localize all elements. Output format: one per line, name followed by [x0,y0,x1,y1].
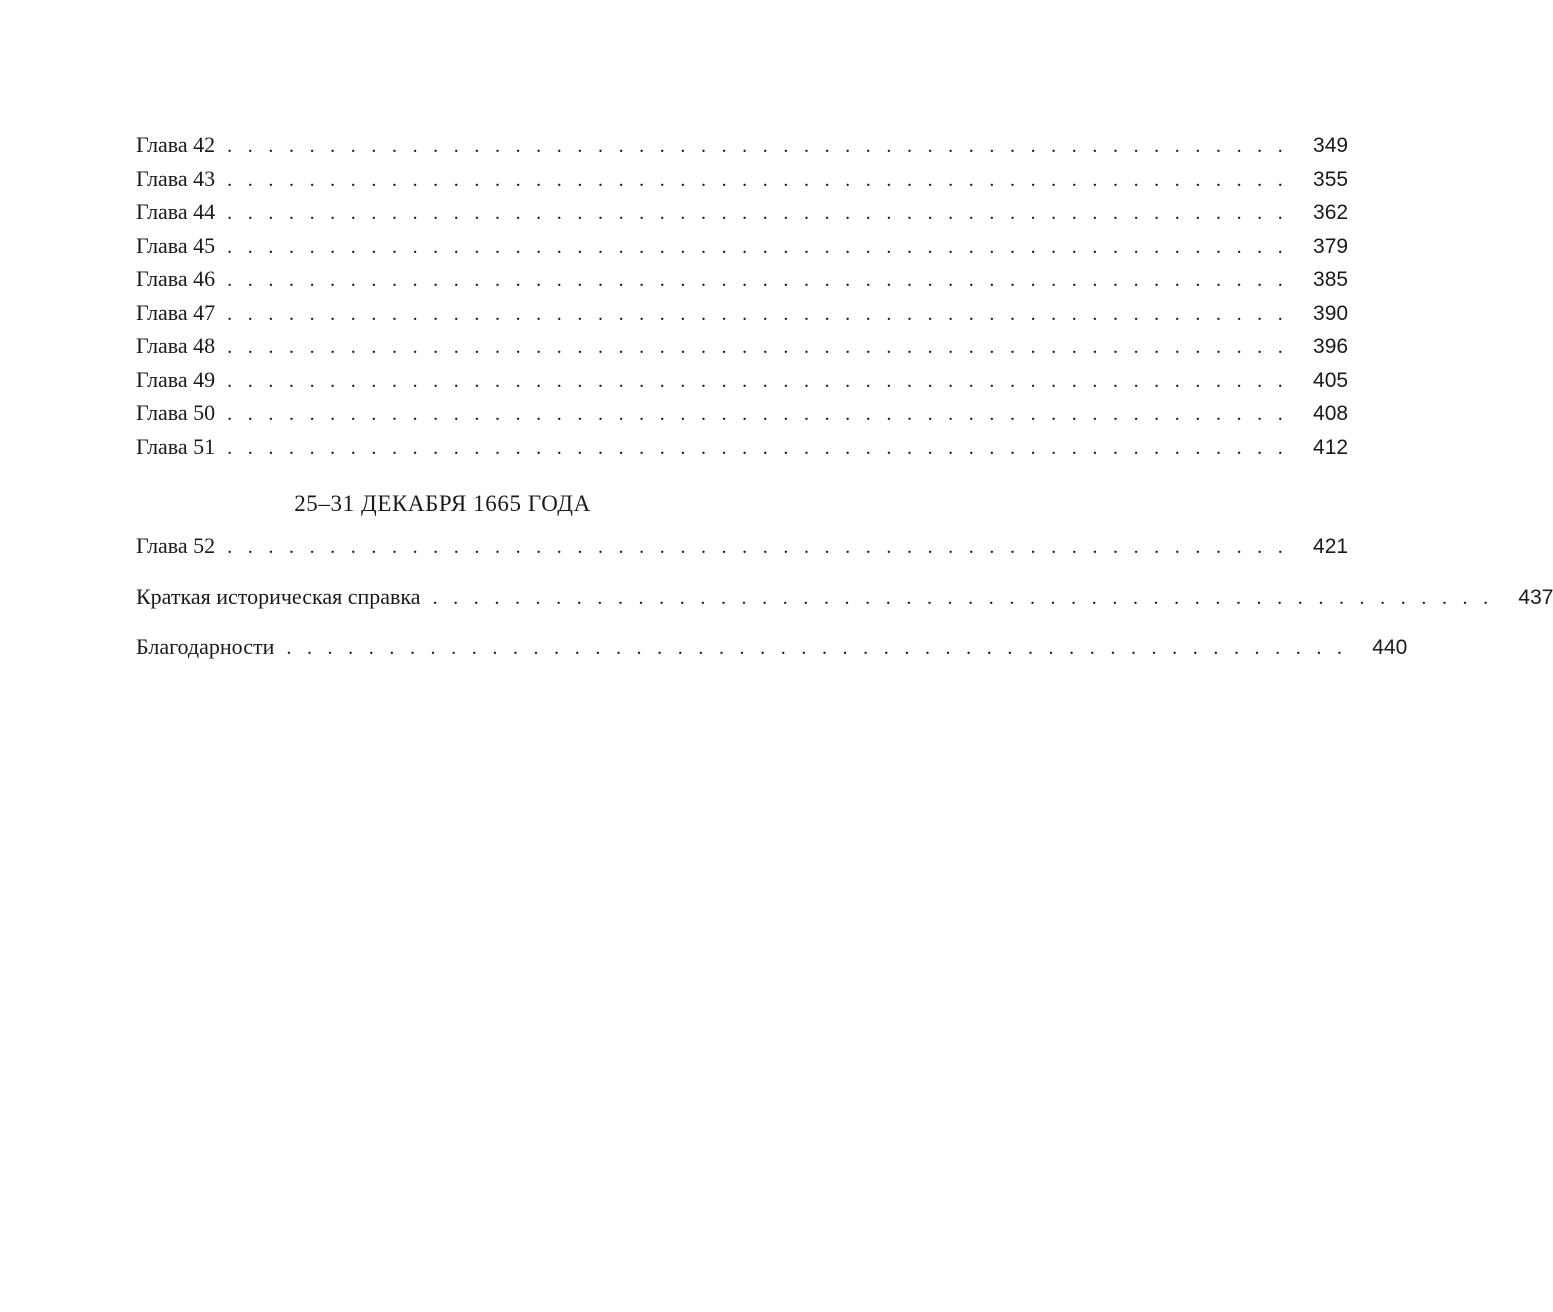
toc-entry-title: Глава 51 [136,433,216,459]
dot-leader: . . . . . . . . . . . . . . . . . . . . . . . . . . . . . . . . . . . . . . . . . . . . . . . . . . . . [227,536,1289,558]
dot-leader: . . . . . . . . . . . . . . . . . . . . . . . . . . . . . . . . . . . . . . . . . . . . . . . . . . . . [227,168,1289,191]
toc-entry-chapter-49[interactable] [136,363,1349,397]
toc-entry-title: Глава 48 [136,333,216,358]
toc-entry-page: 408 [1313,402,1349,425]
toc-entry-page: 405 [1313,368,1349,392]
toc-entry-page: 412 [1313,435,1349,459]
section-heading: 25–31 ДЕКАБРЯ 1665 ГОДА [294,491,591,516]
toc-entry-page: 349 [1313,134,1349,157]
toc-entry-page: 355 [1313,167,1349,191]
toc-entry-title: Глава 43 [136,165,216,191]
toc-entry-historical-note[interactable] [136,580,1553,614]
toc-entry-title: Глава 47 [136,299,216,325]
dot-leader: . . . . . . . . . . . . . . . . . . . . . . . . . . . . . . . . . . . . . . . . . . . . . . . . . . . . [227,302,1289,325]
toc-entry-title: Глава 44 [136,199,216,224]
toc-entry-chapter-50[interactable] [136,396,1349,430]
dot-leader: . . . . . . . . . . . . . . . . . . . . . . . . . . . . . . . . . . . . . . . . . . . . . . . . . . . . [227,336,1289,358]
toc-entry-title: Глава 52 [136,533,216,558]
dot-leader: . . . . . . . . . . . . . . . . . . . . . . . . . . . . . . . . . . . . . . . . . . . . . . . . . . . . [227,235,1289,258]
toc-entry-chapter-48[interactable] [136,329,1349,363]
toc-entry-page: 390 [1313,301,1349,325]
toc-entry-chapter-52[interactable] [136,529,1349,563]
toc-entry-page: 421 [1313,535,1349,558]
toc-entry-title: Глава 50 [136,400,216,425]
toc-entry-chapter-42[interactable] [136,128,1349,162]
toc-entry-chapter-44[interactable] [136,195,1349,229]
toc-entry-acknowledgements[interactable] [136,630,1408,664]
toc-entry-page: 440 [1372,636,1408,659]
toc-entry-page: 437 [1518,585,1553,609]
toc-entry-page: 362 [1313,201,1349,224]
dot-leader: . . . . . . . . . . . . . . . . . . . . . . . . . . . . . . . . . . . . . . . . . . . . . . . . . . . . [227,269,1289,291]
toc-entry-page: 396 [1313,335,1349,358]
toc-entry-page: 385 [1313,268,1349,291]
toc-entry-title: Глава 49 [136,366,216,392]
toc-entry-title: Глава 42 [136,132,216,157]
toc-entry-title: Глава 46 [136,266,216,291]
dot-leader: . . . . . . . . . . . . . . . . . . . . . . . . . . . . . . . . . . . . . . . . . . . . . . . . . . . . [227,403,1289,425]
dot-leader: . . . . . . . . . . . . . . . . . . . . . . . . . . . . . . . . . . . . . . . . . . . . . . . . . . . . [227,202,1289,224]
toc-entry-page: 379 [1313,234,1349,258]
dot-leader: . . . . . . . . . . . . . . . . . . . . . . . . . . . . . . . . . . . . . . . . . . . . . . . . . . . . [227,436,1289,459]
dot-leader: . . . . . . . . . . . . . . . . . . . . . . . . . . . . . . . . . . . . . . . . . . . . . . . . . . . . [286,637,1348,659]
toc-entry-title: Глава 45 [136,232,216,258]
dot-leader: . . . . . . . . . . . . . . . . . . . . . . . . . . . . . . . . . . . . . . . . . . . . . . . . . . . . [227,135,1289,157]
toc-entry-chapter-45[interactable] [136,229,1349,263]
toc-entry-chapter-47[interactable] [136,296,1349,330]
dot-leader: . . . . . . . . . . . . . . . . . . . . . . . . . . . . . . . . . . . . . . . . . . . . . . . . . . . . [227,369,1289,392]
dot-leader: . . . . . . . . . . . . . . . . . . . . . . . . . . . . . . . . . . . . . . . . . . . . . . . . . . . . [432,586,1494,609]
table-of-contents [136,128,1553,664]
toc-entry-chapter-51[interactable] [136,430,1349,464]
toc-entry-title: Благодарности [136,634,275,659]
toc-entry-chapter-46[interactable] [136,262,1349,296]
toc-entry-chapter-43[interactable] [136,162,1349,196]
toc-entry-title: Краткая историческая справка [136,583,421,609]
